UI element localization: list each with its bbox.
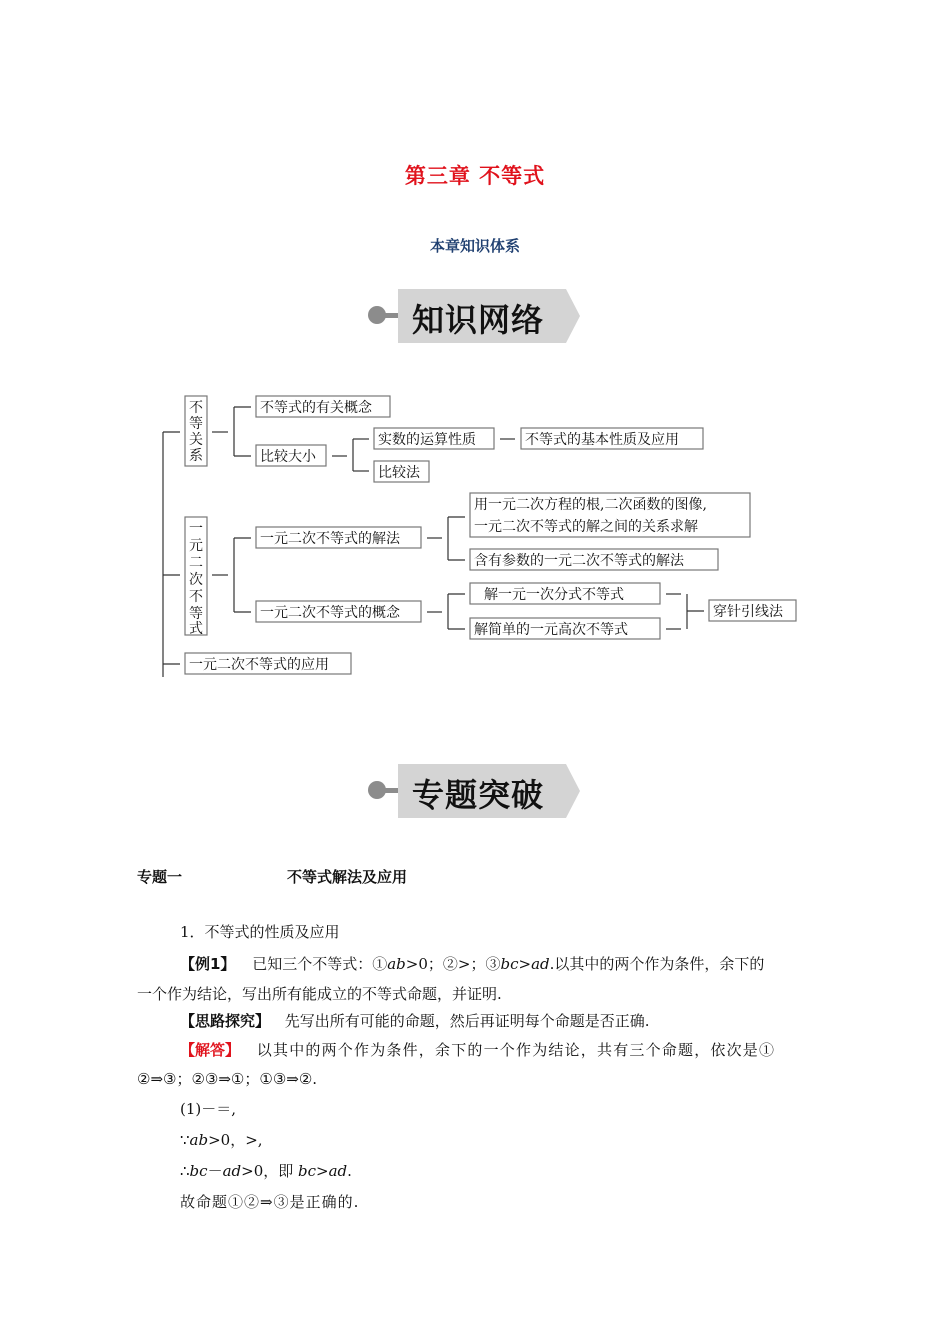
math-var: bc <box>189 1162 208 1180</box>
math-op: － <box>207 1162 223 1180</box>
topic-breakthrough-banner <box>368 764 580 818</box>
mindmap-label: 一元二次不等式的应用 <box>189 657 329 673</box>
banner-dot-icon <box>368 306 386 324</box>
proof-text: >0，>, <box>208 1131 263 1149</box>
chapter-subtitle: 本章知识体系 <box>429 237 520 255</box>
mindmap-label: 比较法 <box>378 465 420 481</box>
math-op: > <box>316 1162 329 1180</box>
mindmap-label: 实数的运算性质 <box>378 432 476 448</box>
mindmap-label: 关 <box>189 432 203 448</box>
mindmap-label: 解简单的一元高次不等式 <box>474 622 628 638</box>
example-text: >0；②>；③ <box>405 955 501 973</box>
answer-tag: 【解答】 <box>180 1041 241 1059</box>
mindmap-label: 式 <box>189 621 203 637</box>
example-paragraph <box>180 954 764 974</box>
mindmap-label: 用一元二次方程的根,二次函数的图像, <box>474 497 707 513</box>
proof-line-1: (1)－＝, <box>180 1100 237 1118</box>
knowledge-mindmap <box>0 380 950 690</box>
example-text: .以其中的两个作为条件，余下的 <box>549 955 765 973</box>
mindmap-label: 比较大小 <box>260 449 316 465</box>
mindmap-label: 不等式的基本性质及应用 <box>525 432 679 448</box>
banner-title: 知识网络 <box>412 301 545 339</box>
banner-title: 专题突破 <box>412 776 545 814</box>
proof-text: >0，即 <box>241 1162 299 1180</box>
math-var: ab <box>387 955 406 973</box>
knowledge-network-banner <box>368 289 580 343</box>
math-var: ad <box>328 1162 348 1180</box>
idea-text: 先写出所有可能的命题，然后再证明每个命题是否正确. <box>284 1012 650 1030</box>
math-var: ad <box>531 955 550 973</box>
mindmap-label: 不 <box>189 400 203 416</box>
mindmap-label: 等 <box>189 416 203 432</box>
mindmap-label: 穿针引线法 <box>713 604 783 620</box>
example-text: 已知三个不等式：① <box>252 955 388 973</box>
math-op: > <box>518 955 532 973</box>
math-var: bc <box>500 955 519 973</box>
mindmap-label: 系 <box>189 448 203 464</box>
mindmap-label: 不等式的有关概念 <box>260 400 372 416</box>
example-tag: 【例1】 <box>180 955 236 973</box>
example-line-2: 一个作为结论，写出所有能成立的不等式命题，并证明. <box>137 985 502 1003</box>
mindmap-label: 次 <box>189 572 203 588</box>
mindmap-label: 含有参数的一元二次不等式的解法 <box>474 553 684 569</box>
mindmap-label: 元 <box>189 538 203 554</box>
answer-line-2: ②⇒③；②③⇒①；①③⇒②. <box>137 1070 318 1088</box>
idea-paragraph <box>180 1011 650 1031</box>
proof-line-4: 故命题①②⇒③是正确的. <box>180 1193 360 1211</box>
math-symbol: ∴ <box>180 1162 190 1180</box>
answer-paragraph <box>180 1040 775 1060</box>
item-heading: 1．不等式的性质及应用 <box>180 923 340 941</box>
answer-text: 以其中的两个作为条件，余下的一个作为结论，共有三个命题，依次是① <box>256 1041 776 1059</box>
math-var: bc <box>298 1162 317 1180</box>
chapter-title: 第三章 不等式 <box>404 164 546 188</box>
banner-dot-icon <box>368 781 386 799</box>
mindmap-label: 不 <box>189 589 203 605</box>
mindmap-label: 二 <box>189 555 203 571</box>
mindmap-label: 一 <box>189 521 203 537</box>
proof-line-2 <box>180 1130 263 1150</box>
math-var: ad <box>222 1162 242 1180</box>
mindmap-label: 一元二次不等式的概念 <box>260 605 400 621</box>
section-title: 不等式解法及应用 <box>287 868 408 886</box>
proof-line-3 <box>180 1161 352 1181</box>
mindmap-label: 等 <box>189 606 203 622</box>
mindmap-label: 一元二次不等式的解之间的关系求解 <box>474 519 698 535</box>
math-symbol: ∵ <box>180 1131 190 1149</box>
proof-text: . <box>347 1162 352 1180</box>
mindmap-label: 解一元一次分式不等式 <box>484 587 624 603</box>
idea-tag: 【思路探究】 <box>180 1012 271 1030</box>
section-label: 专题一 <box>137 868 183 886</box>
math-var: ab <box>189 1131 209 1149</box>
mindmap-label: 一元二次不等式的解法 <box>260 531 400 547</box>
